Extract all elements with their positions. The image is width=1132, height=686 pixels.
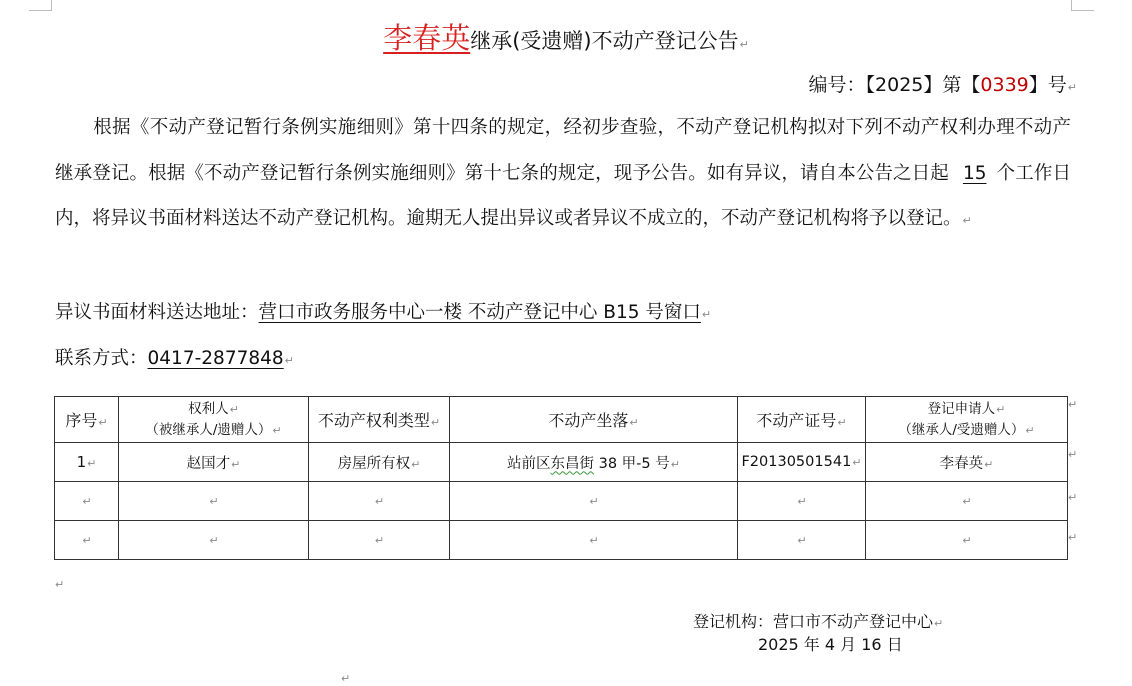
body-text-part1: 根据《不动产登记暂行条例实施细则》第十四条的规定，经初步查验，不动产登记机构拟对下列不动产权利办理不动产继承登记。根据《不动产登记暂行条例实施细则》第十七条的规定，现予公告。如有异议，请自本公告之日起: [55, 117, 1071, 184]
paragraph-mark: ↵: [341, 672, 351, 685]
objection-address-line: [55, 298, 711, 324]
contact-line: [55, 344, 294, 370]
table-header-row: [55, 397, 1068, 443]
header-right-holder: 权利人↵ （被继承人/遗赠人）↵: [119, 397, 309, 443]
header-right-type: 不动产权利类型↵: [309, 397, 450, 443]
cell-right-holder: 赵国才↵: [119, 443, 309, 482]
empty-cell: ↵: [450, 482, 738, 521]
page-corner-mark-left: [29, 0, 52, 11]
empty-cell: ↵: [738, 482, 866, 521]
paragraph-mark: ↵: [1067, 81, 1077, 94]
empty-cell: ↵: [309, 521, 450, 560]
address-value: 营口市政务服务中心一楼 不动产登记中心 B15 号窗口: [258, 302, 701, 323]
header-applicant: 登记申请人↵ （继承人/受遗赠人）↵: [866, 397, 1068, 443]
paragraph-mark: ↵: [962, 214, 972, 227]
title-applicant-name: 李春英: [383, 21, 471, 55]
paragraph-mark: ↵: [739, 38, 749, 51]
contact-phone: 0417-2877848: [147, 348, 284, 369]
body-text-part2: 个工作日内，将异议书面材料送达不动产登记机构。逾期无人提出异议或者异议不成立的，不动产登记机构将予以登记。: [55, 162, 1071, 229]
empty-cell: ↵: [866, 482, 1068, 521]
registration-authority: 登记机构：营口市不动产登记中心↵: [693, 612, 944, 631]
cell-right-type: 房屋所有权↵: [309, 443, 450, 482]
empty-cell: ↵: [866, 521, 1068, 560]
table-row: [55, 521, 1068, 560]
property-register-table: [54, 396, 1068, 560]
paragraph-mark: ↵: [55, 578, 65, 591]
notice-title: [0, 16, 1132, 57]
spellcheck-word: 东昌街: [550, 455, 595, 472]
empty-cell: ↵: [450, 521, 738, 560]
empty-cell: ↵: [55, 482, 119, 521]
objection-days-value: 15: [962, 162, 987, 184]
cell-location: 站前区东昌街 38 甲-5 号↵: [450, 443, 738, 482]
table-row: [55, 482, 1068, 521]
contact-label: 联系方式：: [55, 348, 148, 369]
empty-cell: ↵: [309, 482, 450, 521]
cell-seq: 1↵: [55, 443, 119, 482]
paragraph-mark: ↵: [701, 308, 712, 321]
cell-cert-number: F20130501541↵: [738, 443, 866, 482]
document-number-prefix: 编号：【2025】第【: [808, 74, 981, 96]
document-number-value: 0339: [980, 74, 1029, 96]
notice-date: 2025 年 4 月 16 日: [758, 635, 903, 654]
document-number: [809, 70, 1077, 97]
title-text: 继承(受遗赠)不动产登记公告: [470, 29, 739, 53]
cell-applicant: 李春英↵: [866, 443, 1068, 482]
header-cert-number: 不动产证号↵: [738, 397, 866, 443]
empty-cell: ↵: [119, 482, 309, 521]
notice-body-paragraph: [55, 105, 1071, 244]
empty-cell: ↵: [119, 521, 309, 560]
header-location: 不动产坐落↵: [450, 397, 738, 443]
document-number-suffix: 】号: [1028, 74, 1067, 96]
paragraph-mark: ↵: [284, 354, 294, 367]
header-seq: 序号↵: [55, 397, 119, 443]
table-row: [55, 443, 1068, 482]
page-corner-mark-right: [1071, 0, 1094, 11]
empty-cell: ↵: [738, 521, 866, 560]
address-label: 异议书面材料送达地址：: [55, 302, 259, 323]
empty-cell: ↵: [55, 521, 119, 560]
